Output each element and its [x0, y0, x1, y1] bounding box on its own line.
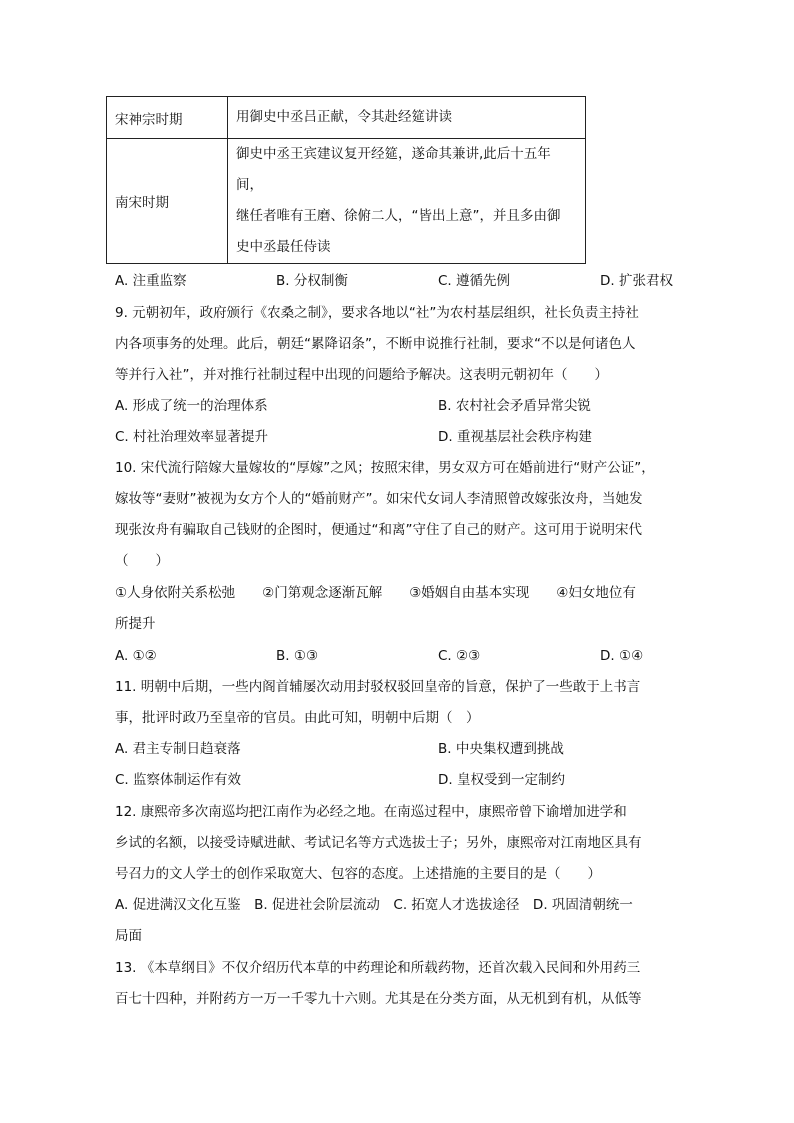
cell-line: 用御史中丞吕正献，令其赴经筵讲读 — [236, 109, 452, 125]
question-10-line: （ ） — [115, 553, 169, 569]
question-10-line: 现张汝舟有骗取自己钱财的企图时，便通过“和离”守住了自己的财产。这可用于说明宋代 — [115, 522, 642, 538]
option-b: B. 中央集权遭到挑战 — [438, 741, 564, 757]
table-cell-period: 宋神宗时期 — [107, 97, 228, 139]
option-b: B. ①③ — [276, 648, 319, 664]
question-12-line: 12. 康熙帝多次南巡均把江南作为必经之地。在南巡过程中，康熙帝曾下谕增加进学和 — [115, 804, 627, 820]
table-row — [107, 97, 586, 139]
question-11-line: 11. 明朝中后期，一些内阁首辅屡次动用封驳权驳回皇帝的旨意，保护了一些敢于上书言 — [115, 679, 641, 695]
question-10-line: ①人身依附关系松弛 ②门第观念逐渐瓦解 ③婚姻自由基本实现 ④妇女地位有 — [115, 585, 636, 601]
question-10-line: 10. 宋代流行陪嫁大量嫁妆的“厚嫁”之风；按照宋律，男女双方可在婚前进行“财产公证”， — [115, 460, 655, 476]
question-12-line: A. 促进满汉文化互鉴 B. 促进社会阶层流动 C. 拓宽人才选拔途径 D. 巩固清朝统一 — [115, 897, 633, 913]
table-cell-content — [228, 139, 586, 264]
question-12-line: 号召力的文人学士的创作采取宽大、包容的态度。上述措施的主要目的是（ ） — [115, 866, 601, 882]
cell-line: 史中丞最任侍读 — [236, 239, 331, 255]
comparison-table — [106, 96, 586, 264]
option-d: D. ①④ — [600, 648, 644, 664]
option-a: A. 注重监察 — [115, 273, 187, 289]
cell-line: 继任者唯有王磨、徐俯二人，“皆出上意”，并且多由御 — [236, 208, 561, 224]
table-cell-period: 南宋时期 — [107, 139, 228, 264]
option-d: D. 皇权受到一定制约 — [438, 772, 565, 788]
option-d: D. 扩张君权 — [600, 273, 673, 289]
option-c: C. ②③ — [438, 648, 481, 664]
option-b: B. 分权制衡 — [276, 273, 348, 289]
question-9-line: 9. 元朝初年，政府颁行《农桑之制》，要求各地以“社”为农村基层组织，社长负责主持社 — [115, 305, 639, 321]
option-b: B. 农村社会矛盾异常尖锐 — [438, 398, 591, 414]
question-9-line: 等并行入社”，并对推行社制过程中出现的问题给予解决。这表明元朝初年（ ） — [115, 367, 608, 383]
question-9-line: 内各项事务的处理。此后，朝廷“累降诏条”，不断申说推行社制，要求“不以是何诸色人 — [115, 336, 636, 352]
option-a: A. ①② — [115, 648, 157, 664]
option-c: C. 遵循先例 — [438, 273, 511, 289]
question-12-line: 局面 — [115, 928, 142, 944]
question-13-line: 百七十四种，并附药方一万一千零九十六则。尤其是在分类方面，从无机到有机，从低等 — [115, 991, 642, 1007]
option-c: C. 村社治理效率显著提升 — [115, 429, 269, 445]
question-10-line: 嫁妆等“妻财”被视为女方个人的“婚前财产”。如宋代女词人李清照曾改嫁张汝舟，当她发 — [115, 491, 643, 507]
option-d: D. 重视基层社会秩序构建 — [438, 429, 592, 445]
option-c: C. 监察体制运作有效 — [115, 772, 242, 788]
option-a: A. 君主专制日趋衰落 — [115, 741, 241, 757]
table-cell-content — [228, 97, 586, 139]
question-10-line: 所提升 — [115, 616, 156, 632]
option-a: A. 形成了统一的治理体系 — [115, 398, 268, 414]
cell-line: 御史中丞王宾建议复开经筵，遂命其兼讲,此后十五年间， — [236, 146, 551, 193]
question-12-line: 乡试的名额，以接受诗赋进献、考试记名等方式选拔士子；另外，康熙帝对江南地区具有 — [115, 835, 642, 851]
table-row — [107, 139, 586, 264]
question-13-line: 13. 《本草纲目》不仅介绍历代本草的中药理论和所载药物，还首次载入民间和外用药三 — [115, 960, 641, 976]
question-11-line: 事，批评时政乃至皇帝的官员。由此可知，明朝中后期（ ） — [115, 710, 480, 726]
